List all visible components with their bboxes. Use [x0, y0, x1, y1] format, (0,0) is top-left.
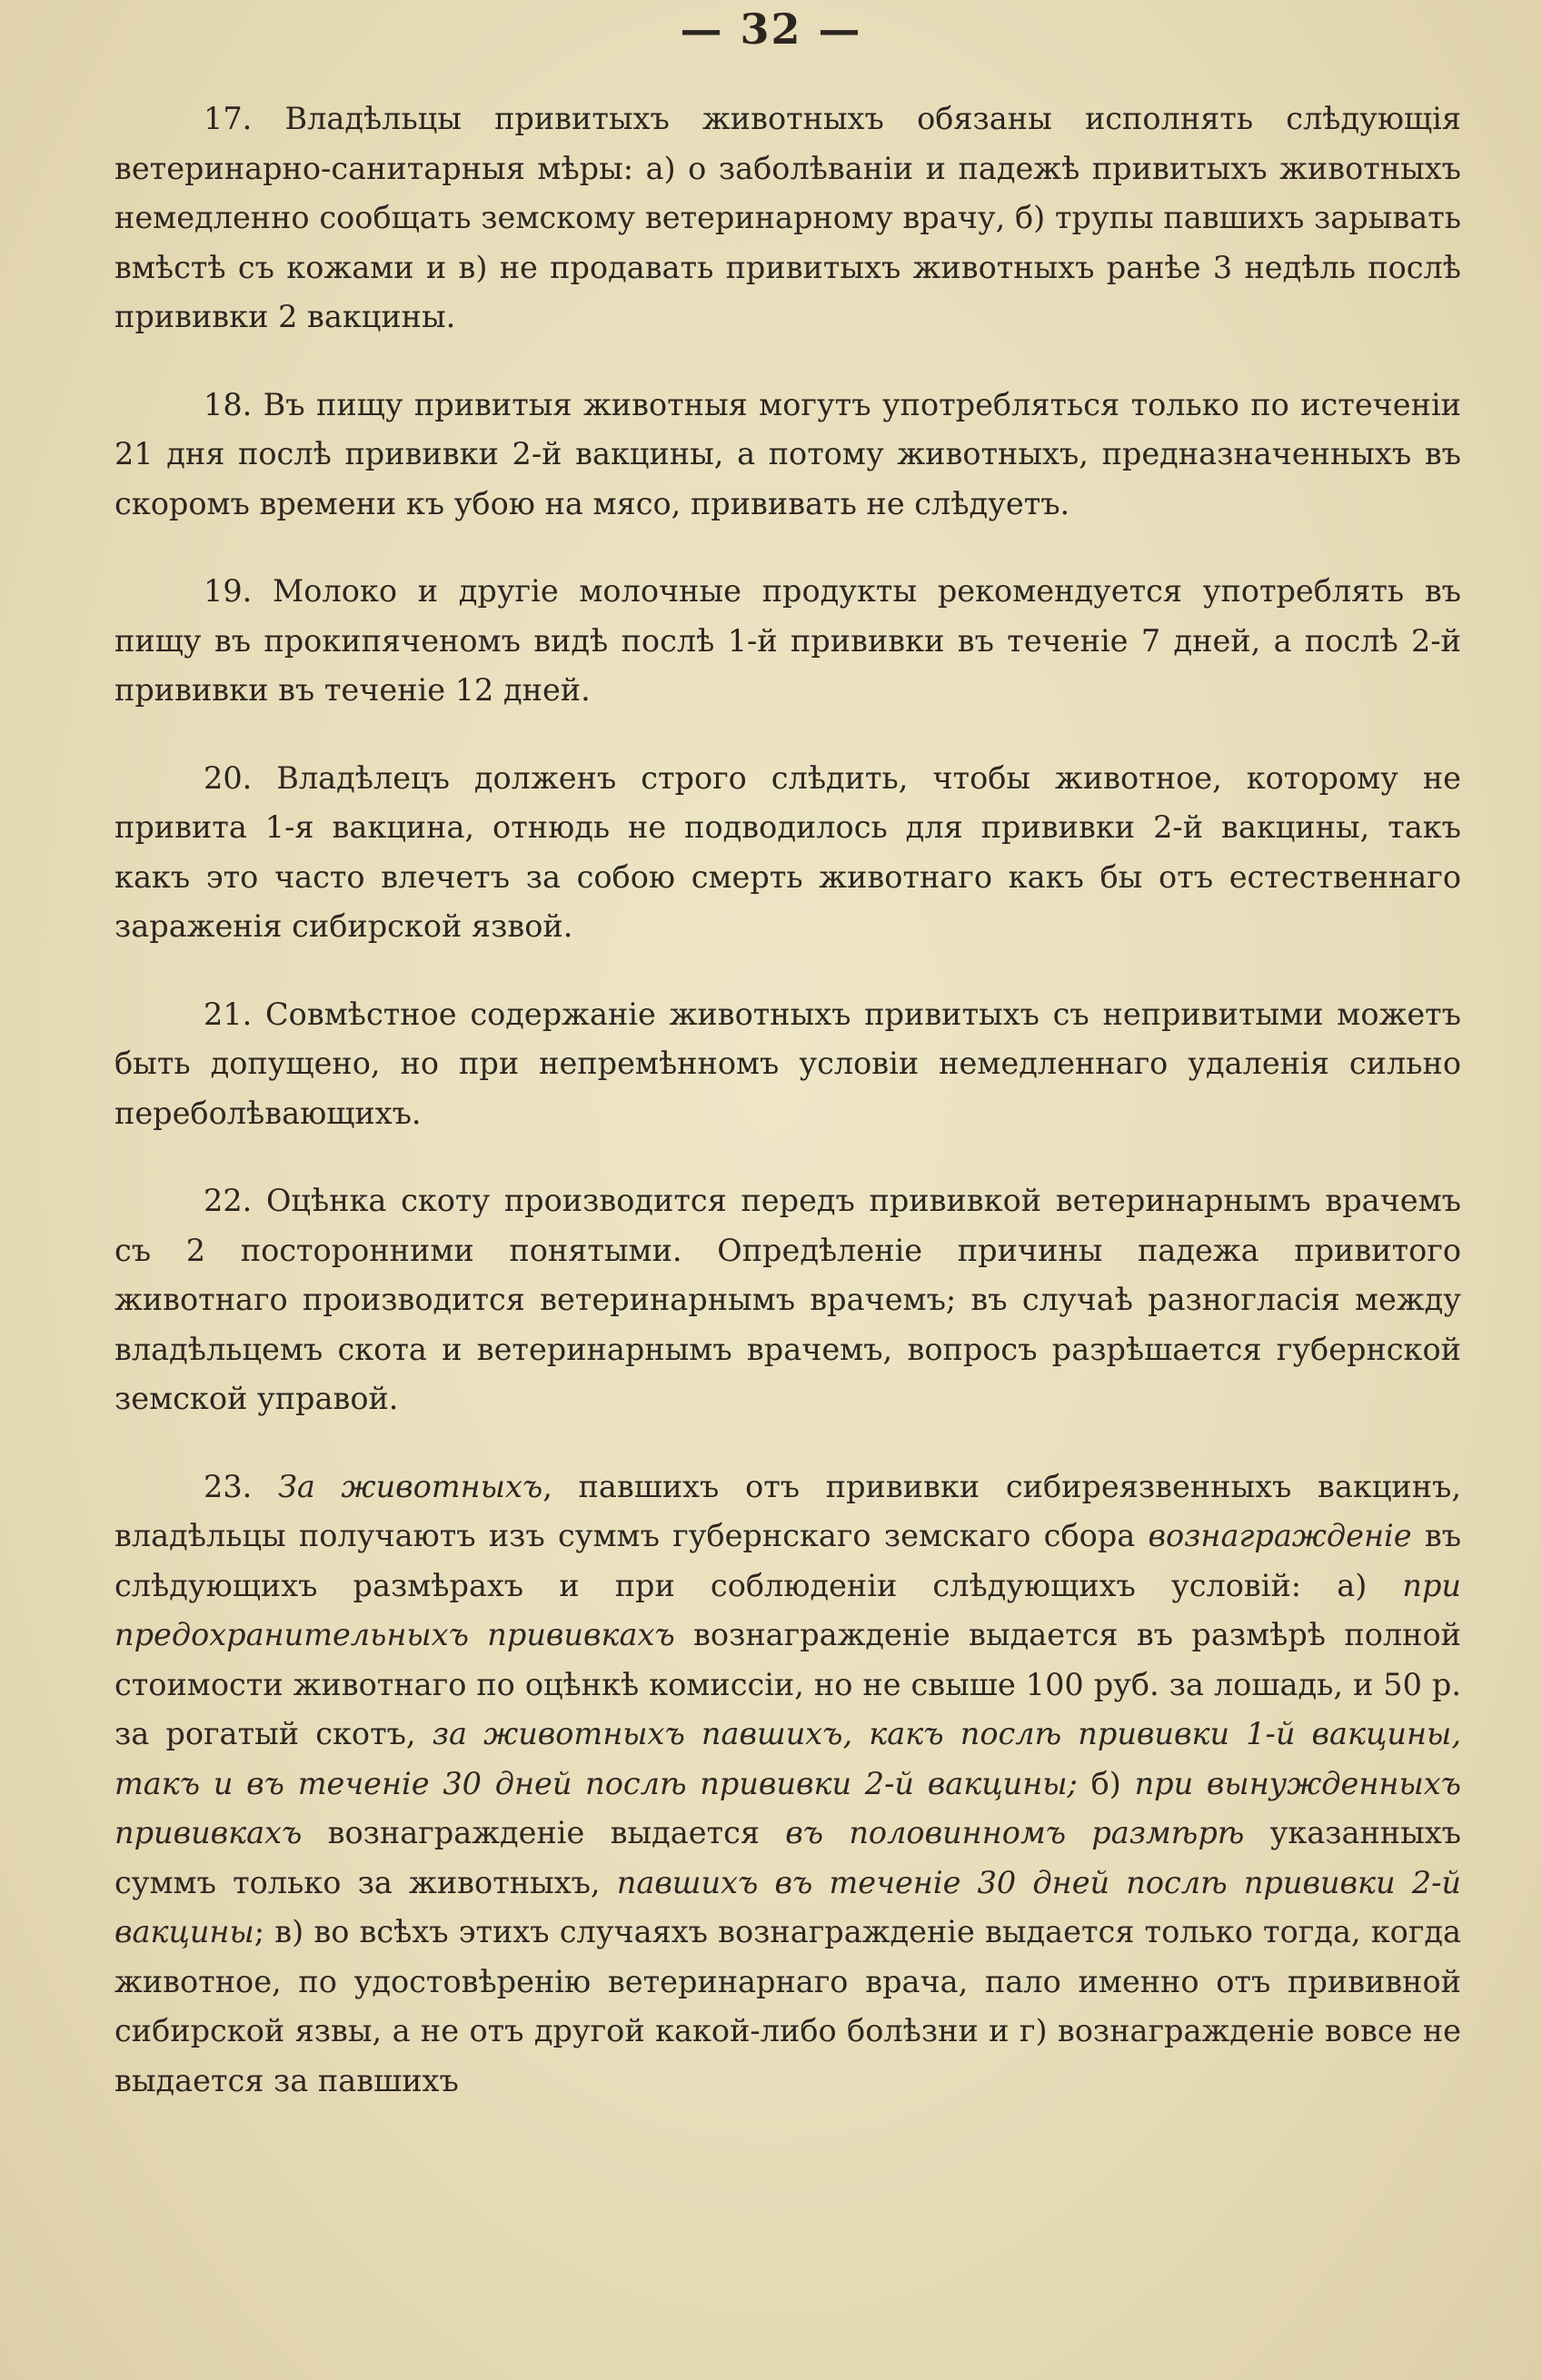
paragraph-18 [114, 381, 1461, 530]
text-run: вознагражденіе выдается въ размѣрѣ полной стоимости животнаго по оцѣнкѣ комиссіи, но не свыше 100 руб. за лошадь, и 50 р. за рогатый скотъ, [114, 1617, 1461, 1751]
page-number: — 32 — [680, 5, 862, 54]
text-run: 23. [204, 1468, 278, 1504]
document-body [114, 94, 1461, 2106]
italic-text: при вынужденныхъ прививкахъ [114, 1765, 1461, 1850]
paragraph-17 [114, 94, 1461, 342]
text-run: 19. Молоко и другіе молочные продукты рекомендуется употреблять въ пищу въ прокипяченомъ видѣ послѣ 1-й прививки въ теченіе 7 дней, а послѣ 2-й прививки въ теченіе 12 дней. [114, 573, 1461, 708]
text-run: ; в) во всѣхъ этихъ случаяхъ вознагражденіе выдается только тогда, когда животное, по удостовѣренію ветеринарнаго врача, пало именно отъ прививной сибирской язвы, а не отъ другой какой-либо болѣзни и г) вознагражденіе вовсе не выдается за павшихъ [114, 1914, 1461, 2098]
paragraph-19 [114, 567, 1461, 716]
text-run: въ слѣдующихъ размѣрахъ и при соблюденіи слѣдующихъ условій: а) [114, 1518, 1462, 1603]
paragraph-20 [114, 754, 1461, 952]
italic-text: при предохранительныхъ прививкахъ [114, 1567, 1461, 1652]
text-run: , павшихъ отъ прививки сибиреязвенныхъ вакцинъ, владѣльцы получаютъ изъ суммъ губернскаго земскаго сбора [114, 1468, 1461, 1553]
text-run: вознагражденіе выдается [302, 1815, 786, 1850]
italic-text: За животныхъ [277, 1468, 543, 1504]
paragraph-21 [114, 990, 1461, 1139]
text-run: 21. Совмѣстное содержаніе животныхъ привитыхъ съ непривитыми можетъ быть допущено, но при непремѣнномъ условіи немедленнаго удаленія сильно переболѣвающихъ. [114, 996, 1461, 1131]
text-run: указанныхъ суммъ только за животныхъ, [114, 1815, 1461, 1900]
italic-text: павшихъ въ теченіе 30 дней послѣ прививки 2-й вакцины [114, 1864, 1461, 1949]
paragraph-23 [114, 1463, 1461, 2107]
text-run: 20. Владѣлецъ долженъ строго слѣдить, чтобы животное, которому не привита 1-я вакцина, отнюдь не подводилось для прививки 2-й вакцины, такъ какъ это часто влечетъ за собою смерть животнаго какъ бы отъ естественнаго зараженія сибирской язвой. [114, 759, 1461, 944]
text-run: б) [1077, 1765, 1135, 1801]
italic-text: вознагражденіе [1148, 1518, 1412, 1553]
italic-text: за животныхъ павшихъ, какъ послѣ прививки 1-й вакцины, такъ и въ теченіе 30 дней послѣ прививки 2-й вакцины; [114, 1716, 1461, 1801]
text-run: 18. Въ пищу привитыя животныя могутъ употребляться только по истеченіи 21 дня послѣ прививки 2-й вакцины, а потому животныхъ, предназначенныхъ въ скоромъ времени къ убою на мясо, прививать не слѣдуетъ. [114, 386, 1461, 521]
italic-text: въ половинномъ размѣрѣ [785, 1815, 1245, 1850]
text-run: 22. Оцѣнка скоту производится передъ прививкой ветеринарнымъ врачемъ съ 2 посторонними понятыми. Опредѣленіе причины падежа привитого животнаго производится ветеринарнымъ врачемъ; въ случаѣ разногласія между владѣльцемъ скота и ветеринарнымъ врачемъ, вопросъ разрѣшается губернской земской управой. [114, 1183, 1461, 1416]
paragraph-22 [114, 1176, 1461, 1424]
text-run: 17. Владѣльцы привитыхъ животныхъ обязаны исполнять слѣдующія ветеринарно-санитарныя мѣры: а) о заболѣваніи и падежѣ привитыхъ животныхъ немедленно сообщать земскому ветеринарному врачу, б) трупы павшихъ зарывать вмѣстѣ съ кожами и в) не продавать привитыхъ животныхъ ранѣе 3 недѣль послѣ прививки 2 вакцины. [114, 101, 1461, 334]
